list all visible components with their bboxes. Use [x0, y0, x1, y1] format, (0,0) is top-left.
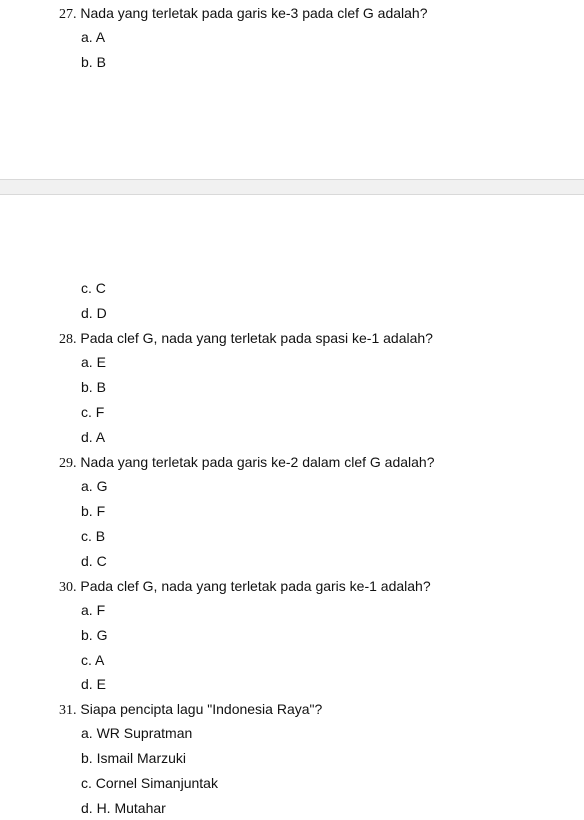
answer-option: c. C — [81, 280, 106, 296]
answer-option: b. B — [81, 379, 106, 395]
answer-option: b. Ismail Marzuki — [81, 750, 187, 766]
question-number: 28. — [59, 332, 77, 347]
answer-option: a. A — [81, 29, 106, 45]
answer-option: d. D — [81, 305, 107, 321]
answer-option: b. G — [81, 627, 108, 643]
answer-option: b. B — [81, 54, 106, 70]
answer-option: c. F — [81, 404, 105, 420]
question-29 — [59, 453, 435, 473]
answer-option: a. F — [81, 602, 106, 618]
question-text: Pada clef G, nada yang terletak pada garis ke-1 adalah? — [80, 578, 431, 594]
question-number: 30. — [59, 580, 77, 595]
answer-option: c. B — [81, 528, 106, 544]
answer-option: c. Cornel Simanjuntak — [81, 775, 218, 791]
answer-option: d. C — [81, 553, 107, 569]
question-number: 27. — [59, 7, 77, 22]
page-break — [0, 179, 584, 195]
question-28 — [59, 329, 433, 349]
question-number: 31. — [59, 703, 77, 718]
answer-option: a. WR Supratman — [81, 725, 193, 741]
question-31 — [59, 700, 322, 720]
question-30 — [59, 577, 431, 597]
answer-option: a. G — [81, 478, 108, 494]
question-text: Pada clef G, nada yang terletak pada spasi ke-1 adalah? — [80, 330, 433, 346]
question-27 — [59, 4, 428, 24]
answer-option: a. E — [81, 354, 106, 370]
answer-option: d. E — [81, 676, 106, 692]
answer-option: d. H. Mutahar — [81, 800, 166, 816]
question-text: Nada yang terletak pada garis ke-3 pada clef G adalah? — [80, 5, 428, 21]
question-text: Siapa pencipta lagu "Indonesia Raya"? — [80, 701, 323, 717]
answer-option: b. F — [81, 503, 106, 519]
answer-option: c. A — [81, 652, 105, 668]
question-number: 29. — [59, 456, 77, 471]
question-text: Nada yang terletak pada garis ke-2 dalam clef G adalah? — [80, 454, 435, 470]
answer-option: d. A — [81, 429, 106, 445]
